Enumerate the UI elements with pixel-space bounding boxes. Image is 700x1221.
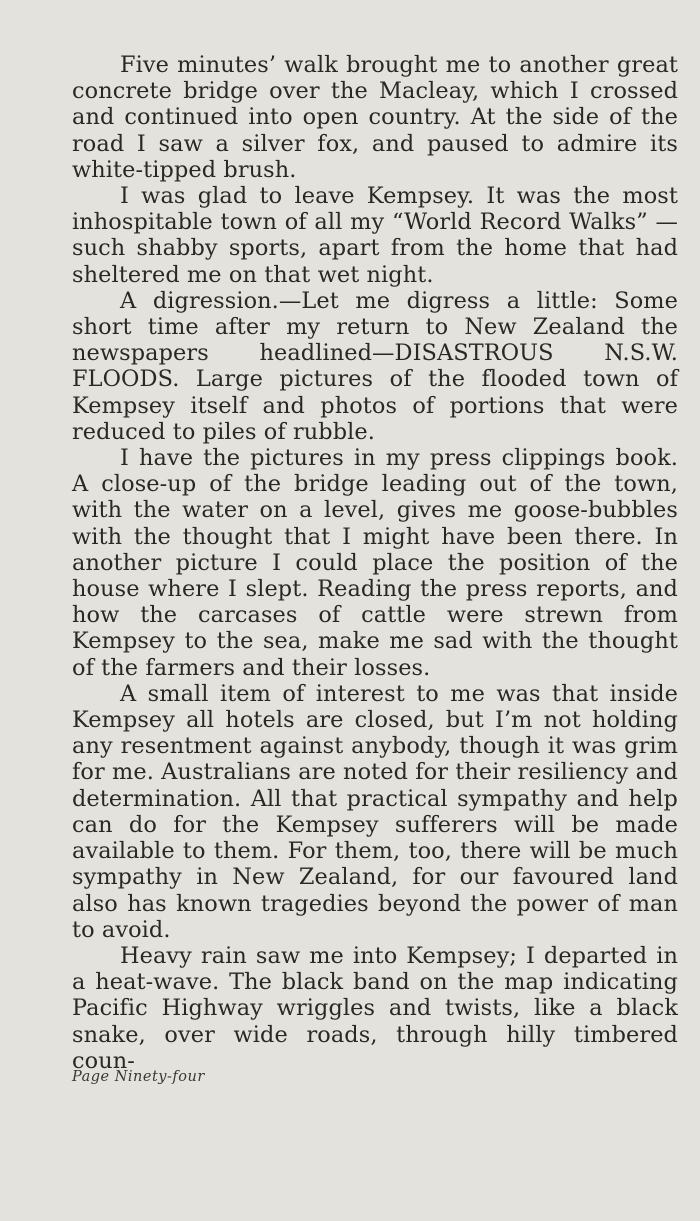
page-number-footer: Page Ninety-four xyxy=(72,1069,205,1085)
paragraph-hotels-closed: A small item of interest to me was that inside Kempsey all hotels are closed, but I’m not holding any resentment against anybody, though it was grim for me. Australians are noted for their resiliency and determination. All that practical sympathy and help can do for the Kempsey sufferers will be made available to them. For them, too, there will be much sympathy in New Zealand, for our favoured land also has known tragedies beyond the power of man to avoid. xyxy=(72,680,678,943)
body-text xyxy=(72,52,678,1074)
paragraph-press-clippings: I have the pictures in my press clippings book. A close-up of the bridge leading out of the town, with the water on a level, gives me goose-bubbles with the thought that I might have been there. In another picture I could place the position of the house where I slept. Reading the press reports, and how the carcases of cattle were strewn from Kempsey to the sea, make me sad with the thought of the farmers and their losses. xyxy=(72,445,678,681)
paragraph-digression-floods: A digression.—Let me digress a little: Some short time after my return to New Zealand the newspapers headlined—DISASTROUS N.S.W. FLOODS. Large pictures of the flooded town of Kempsey itself and photos of portions that were reduced to piles of rubble. xyxy=(72,287,678,445)
paragraph-heat-wave: Heavy rain saw me into Kempsey; I departed in a heat-wave. The black band on the map indicating Pacific Highway wriggles and twists, like a black snake, over wide roads, through hilly timbered coun- xyxy=(72,942,678,1074)
paragraph-bridge-fox: Five minutes’ walk brought me to another great concrete bridge over the Macleay, which I crossed and continued into open country. At the side of the road I saw a silver fox, and paused to admire its white-tipped brush. xyxy=(72,52,678,183)
paragraph-leave-kempsey: I was glad to leave Kempsey. It was the most inhospitable town of all my “World Record Walks” —such shabby sports, apart from the home that had sheltered me on that wet night. xyxy=(72,183,678,288)
